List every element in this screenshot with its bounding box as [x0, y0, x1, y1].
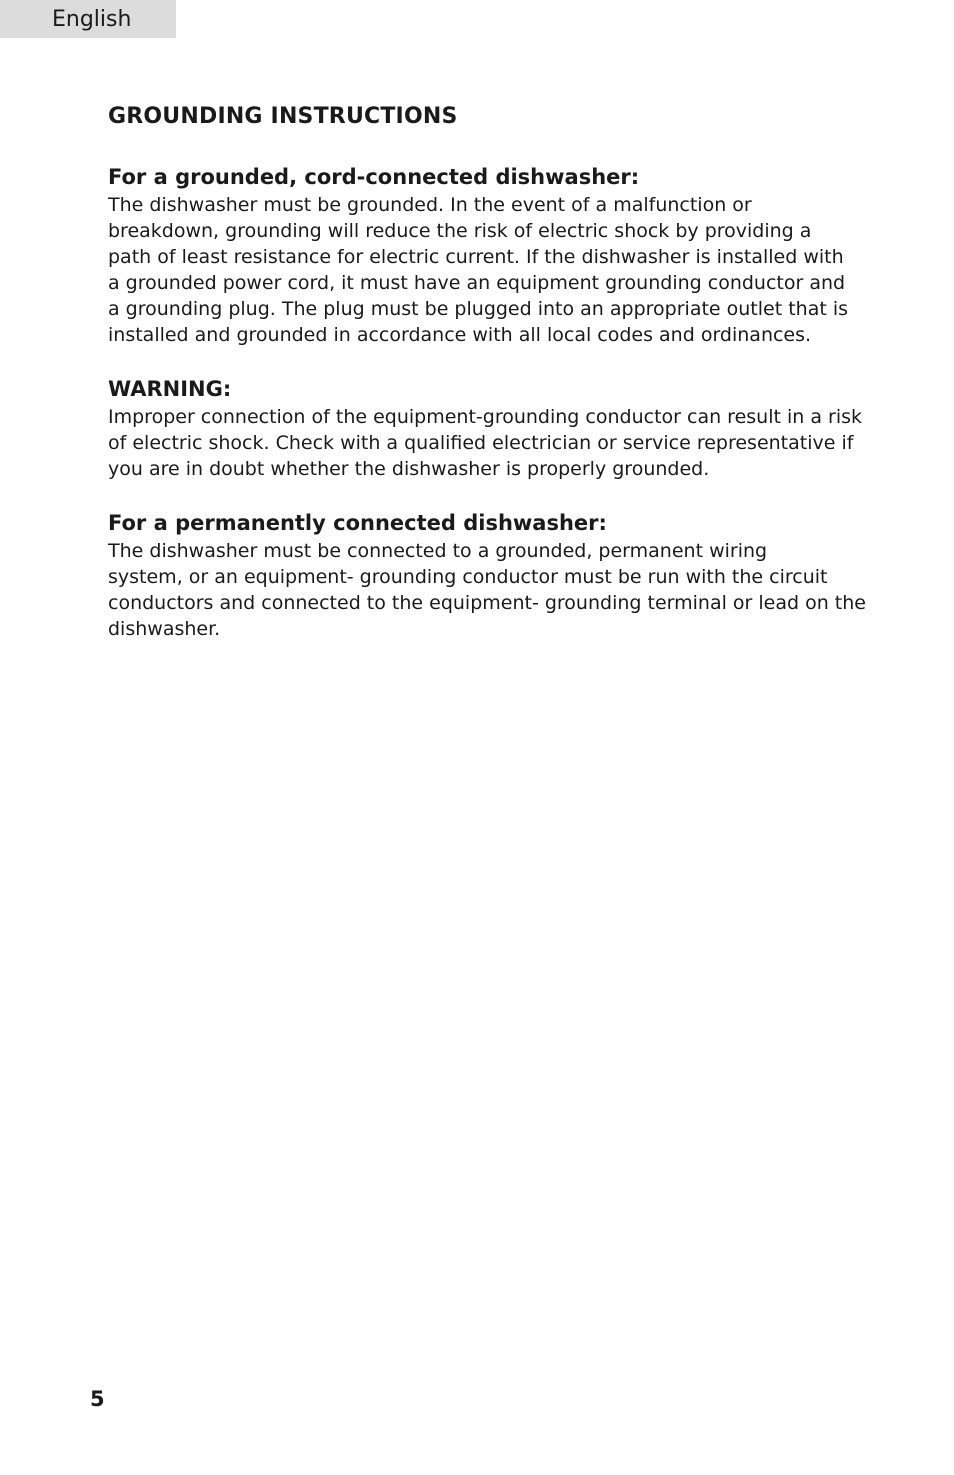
text-line: a grounded power cord, it must have an equipment grounding conductor and: [108, 272, 846, 294]
section-text-cord-connected: [108, 192, 878, 348]
text-line: conductors and connected to the equipment- grounding terminal or lead on the: [108, 592, 866, 614]
text-line: breakdown, grounding will reduce the risk of electric shock by providing a: [108, 220, 812, 242]
text-line: Improper connection of the equipment-grounding conductor can result in a risk: [108, 406, 862, 428]
text-line: you are in doubt whether the dishwasher is properly grounded.: [108, 458, 710, 480]
language-tab: English: [0, 0, 176, 38]
section-text-permanently-connected: [108, 538, 878, 642]
section-cord-connected: [108, 162, 878, 348]
text-line: path of least resistance for electric current. If the dishwasher is installed with: [108, 246, 844, 268]
section-heading-permanently-connected: For a permanently connected dishwasher:: [108, 511, 607, 535]
section-text-warning: [108, 404, 878, 482]
text-line: installed and grounded in accordance with all local codes and ordinances.: [108, 324, 812, 346]
text-line: The dishwasher must be grounded. In the event of a malfunction or: [108, 194, 752, 216]
section-heading-cord-connected: For a grounded, cord-connected dishwasher:: [108, 165, 640, 189]
page-number: 5: [90, 1387, 105, 1411]
text-line: system, or an equipment- grounding conductor must be run with the circuit: [108, 566, 828, 588]
section-warning: [108, 374, 878, 482]
text-line: of electric shock. Check with a qualified electrician or service representative if: [108, 432, 854, 454]
text-line: a grounding plug. The plug must be plugged into an appropriate outlet that is: [108, 298, 849, 320]
text-line: dishwasher.: [108, 618, 221, 640]
document-body: [108, 100, 878, 668]
page-title: GROUNDING INSTRUCTIONS: [108, 104, 458, 129]
section-heading-warning: WARNING:: [108, 377, 232, 401]
text-line: The dishwasher must be connected to a grounded, permanent wiring: [108, 540, 768, 562]
section-permanently-connected: [108, 508, 878, 642]
